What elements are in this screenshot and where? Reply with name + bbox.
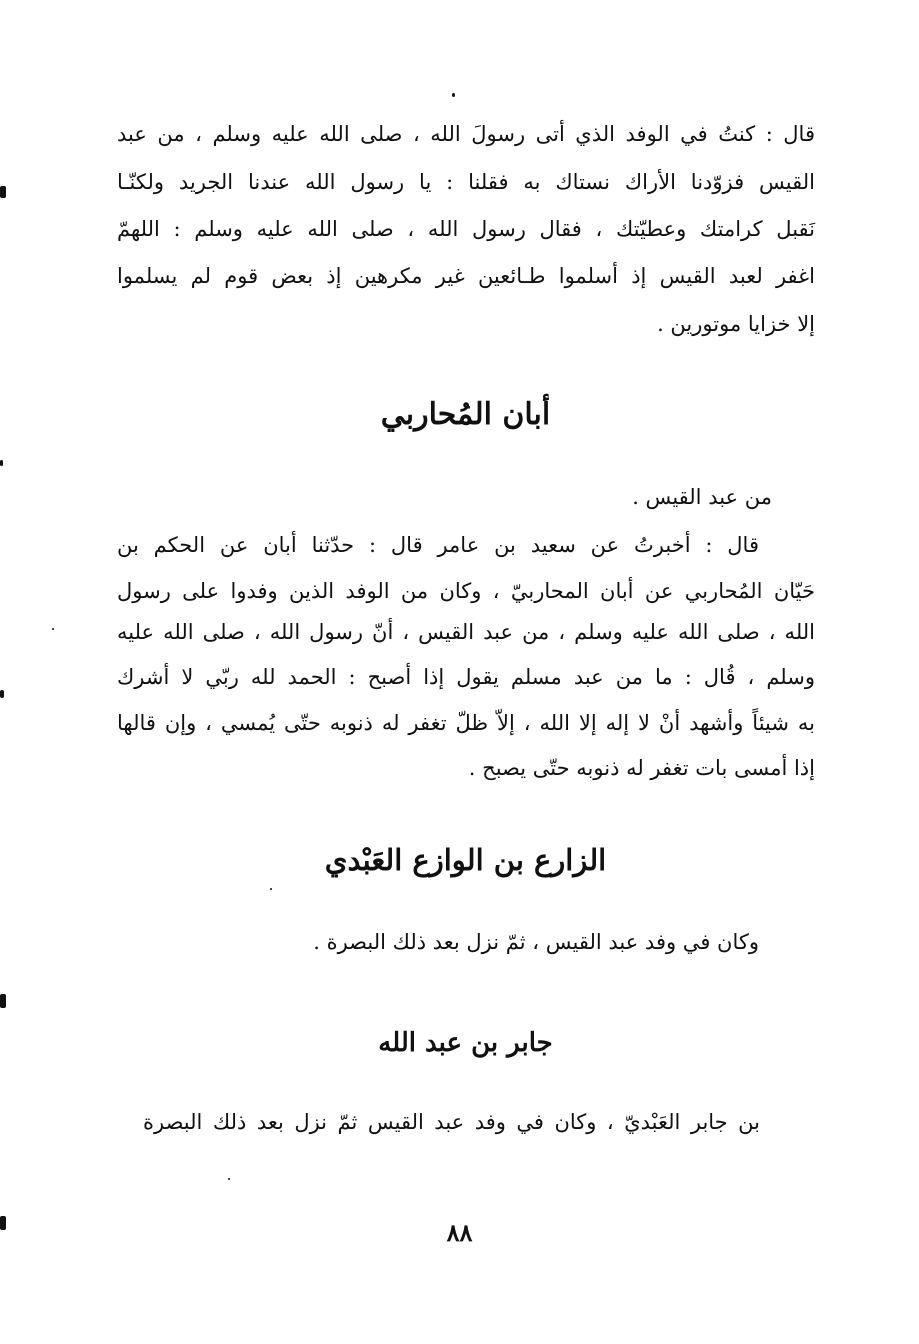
paragraph-2-line-4: الله ، صلى الله عليه وسلم ، من عبد القيس ، أنّ رسول الله ، صلى الله عليه bbox=[117, 620, 815, 644]
paragraph-1-line-2: القيس فزوّدنا الأراك نستاك به فقلنا : يا رسول الله عندنا الجريد ولكنّـا bbox=[117, 170, 815, 194]
paragraph-1-line-5: إلا خزايا موتورين . bbox=[657, 312, 815, 336]
paragraph-1-line-4: اغفر لعبد القيس إذ أسلموا طـائعين غير مكرهين إذ بعض قوم لم يسلموا bbox=[117, 264, 815, 288]
paragraph-1-line-3: نَقبل كرامتك وعطيّتك ، فقال رسول الله ، صلى الله عليه وسلم : اللهمّ bbox=[117, 217, 815, 241]
paragraph-3-line-1: وكان في وفد عبد القيس ، ثمّ نزل بعد ذلك البصرة . bbox=[313, 930, 759, 954]
paragraph-2-line-2: قال : أخبرتُ عن سعيد بن عامر قال : حدّثنا أبان عن الحكم بن bbox=[117, 533, 759, 557]
section-heading-jabir: جابر بن عبد الله bbox=[378, 1028, 553, 1058]
scan-edge-mark bbox=[0, 994, 6, 1008]
paragraph-2-line-3: حَيّان المُحاربي عن أبان المحاربيّ ، وكان من الوفد الذين وفدوا على رسول bbox=[117, 579, 815, 603]
paragraph-2-line-5: وسلم ، قُال : ما من عبد مسلم يقول إذا أصبح : الحمد لله ربّي لا أشرك bbox=[117, 665, 815, 689]
paragraph-2-line-6: به شيئاً وأشهد أنْ لا إله إلا الله ، إلاّ ظلّ تغفر له ذنوبه حتّى يُمسي ، وإن قالها bbox=[117, 711, 815, 735]
page-number: ٨٨ bbox=[446, 1218, 473, 1247]
scan-speck bbox=[228, 1178, 230, 1180]
paragraph-2-line-7: إذا أمسى بات تغفر له ذنوبه حتّى يصبح . bbox=[468, 756, 815, 780]
paragraph-1-line-1: قال : كنتُ في الوفد الذي أتى رسولَ الله ، صلى الله عليه وسلم ، من عبد bbox=[117, 122, 815, 146]
scan-edge-mark bbox=[0, 186, 6, 198]
scan-speck bbox=[452, 93, 455, 97]
scan-speck bbox=[52, 628, 54, 630]
scan-edge-mark bbox=[0, 690, 4, 698]
scan-edge-mark bbox=[0, 1216, 6, 1230]
paragraph-4-line-1: بن جابر العَبْديّ ، وكان في وفد عبد القيس ثمّ نزل بعد ذلك البصرة bbox=[143, 1110, 760, 1134]
section-heading-zari: الزارع بن الوازع العَبْدي bbox=[324, 843, 607, 877]
paragraph-2-line-1: من عبد القيس . bbox=[632, 485, 772, 509]
section-heading-aban: أبان المُحاربي bbox=[380, 397, 551, 432]
scan-edge-mark bbox=[0, 460, 3, 466]
scan-speck bbox=[270, 888, 272, 890]
